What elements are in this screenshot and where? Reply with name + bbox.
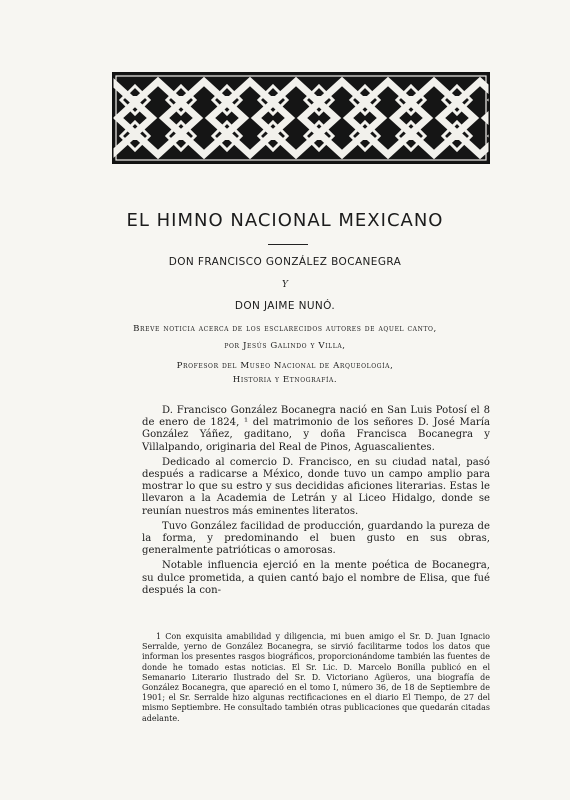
paragraph: Dedicado al comercio D. Francisco, en su ciudad natal, pasó después a radicarse a México, donde tuvo un campo amplio para mostrar lo que su estro y sus decididas aficiones literarias. Estas le llevaron a la Academia de Letrán y al Liceo Hidalgo, donde se reunían nuestros más eminentes literatos.: [142, 456, 490, 517]
byline-line-2: por Jesús Galindo y Villa,: [224, 341, 346, 351]
byline-line-4: Historia y Etnografía.: [232, 375, 338, 385]
footnote: [142, 632, 490, 724]
ornamental-banner: [112, 72, 490, 164]
paragraph: Tuvo González facilidad de producción, guardando la pureza de la forma, y predominando el buen gusto en sus obras, generalmente patrióticas o amorosas.: [142, 520, 490, 557]
footnote-text: 1 Con exquisita amabilidad y diligencia, mi buen amigo el Sr. D. Juan Ignacio Serralde, yerno de González Bocanegra, se sirvió facilitarme todos los datos que informan los presentes rasgos biográficos, proporcionándome también las fuentes de donde he tomado estas noticias. El Sr. Lic. D. Marcelo Bonilla publicó en el Semanario Literario Ilustrado del Sr. D. Victoriano Agüeros, una biografía de González Bocanegra, que apareció en el tomo I, número 36, de 18 de Septiembre de 1901; el Sr. Serralde hizo algunas rectificaciones en el diario El Tiempo, de 27 del mismo Septiembre. He consultado también otras publicaciones que quedarán citadas adelante.: [142, 632, 490, 723]
title-divider: [268, 244, 308, 245]
page-title: EL HIMNO NACIONAL MEXICANO: [126, 210, 444, 231]
paragraph: Notable influencia ejerció en la mente poética de Bocanegra, su dulce prometida, a quien cantó bajo el nombre de Elisa, que fué después la con-: [142, 560, 490, 596]
subtitle-conjunction: Y: [282, 280, 288, 290]
paragraph: D. Francisco González Bocanegra nació en San Luis Potosí el 8 de enero de 1824, ¹ del matrimonio de los señores D. José María González Yáñez, gaditano, y doña Francisca Bocanegra y Villalpando, originaria del Real de Pinos, Aguascalientes.: [142, 405, 490, 453]
body-text: [142, 405, 490, 600]
byline-line-3: Profesor del Museo Nacional de Arqueología,: [176, 361, 394, 371]
subtitle-author-2: DON JAIME NUNÓ.: [234, 300, 336, 312]
byline-line-1: Breve noticia acerca de los esclarecidos autores de aquel canto,: [133, 324, 437, 334]
subtitle-author-1: DON FRANCISCO GONZÁLEZ BOCANEGRA: [168, 256, 402, 268]
